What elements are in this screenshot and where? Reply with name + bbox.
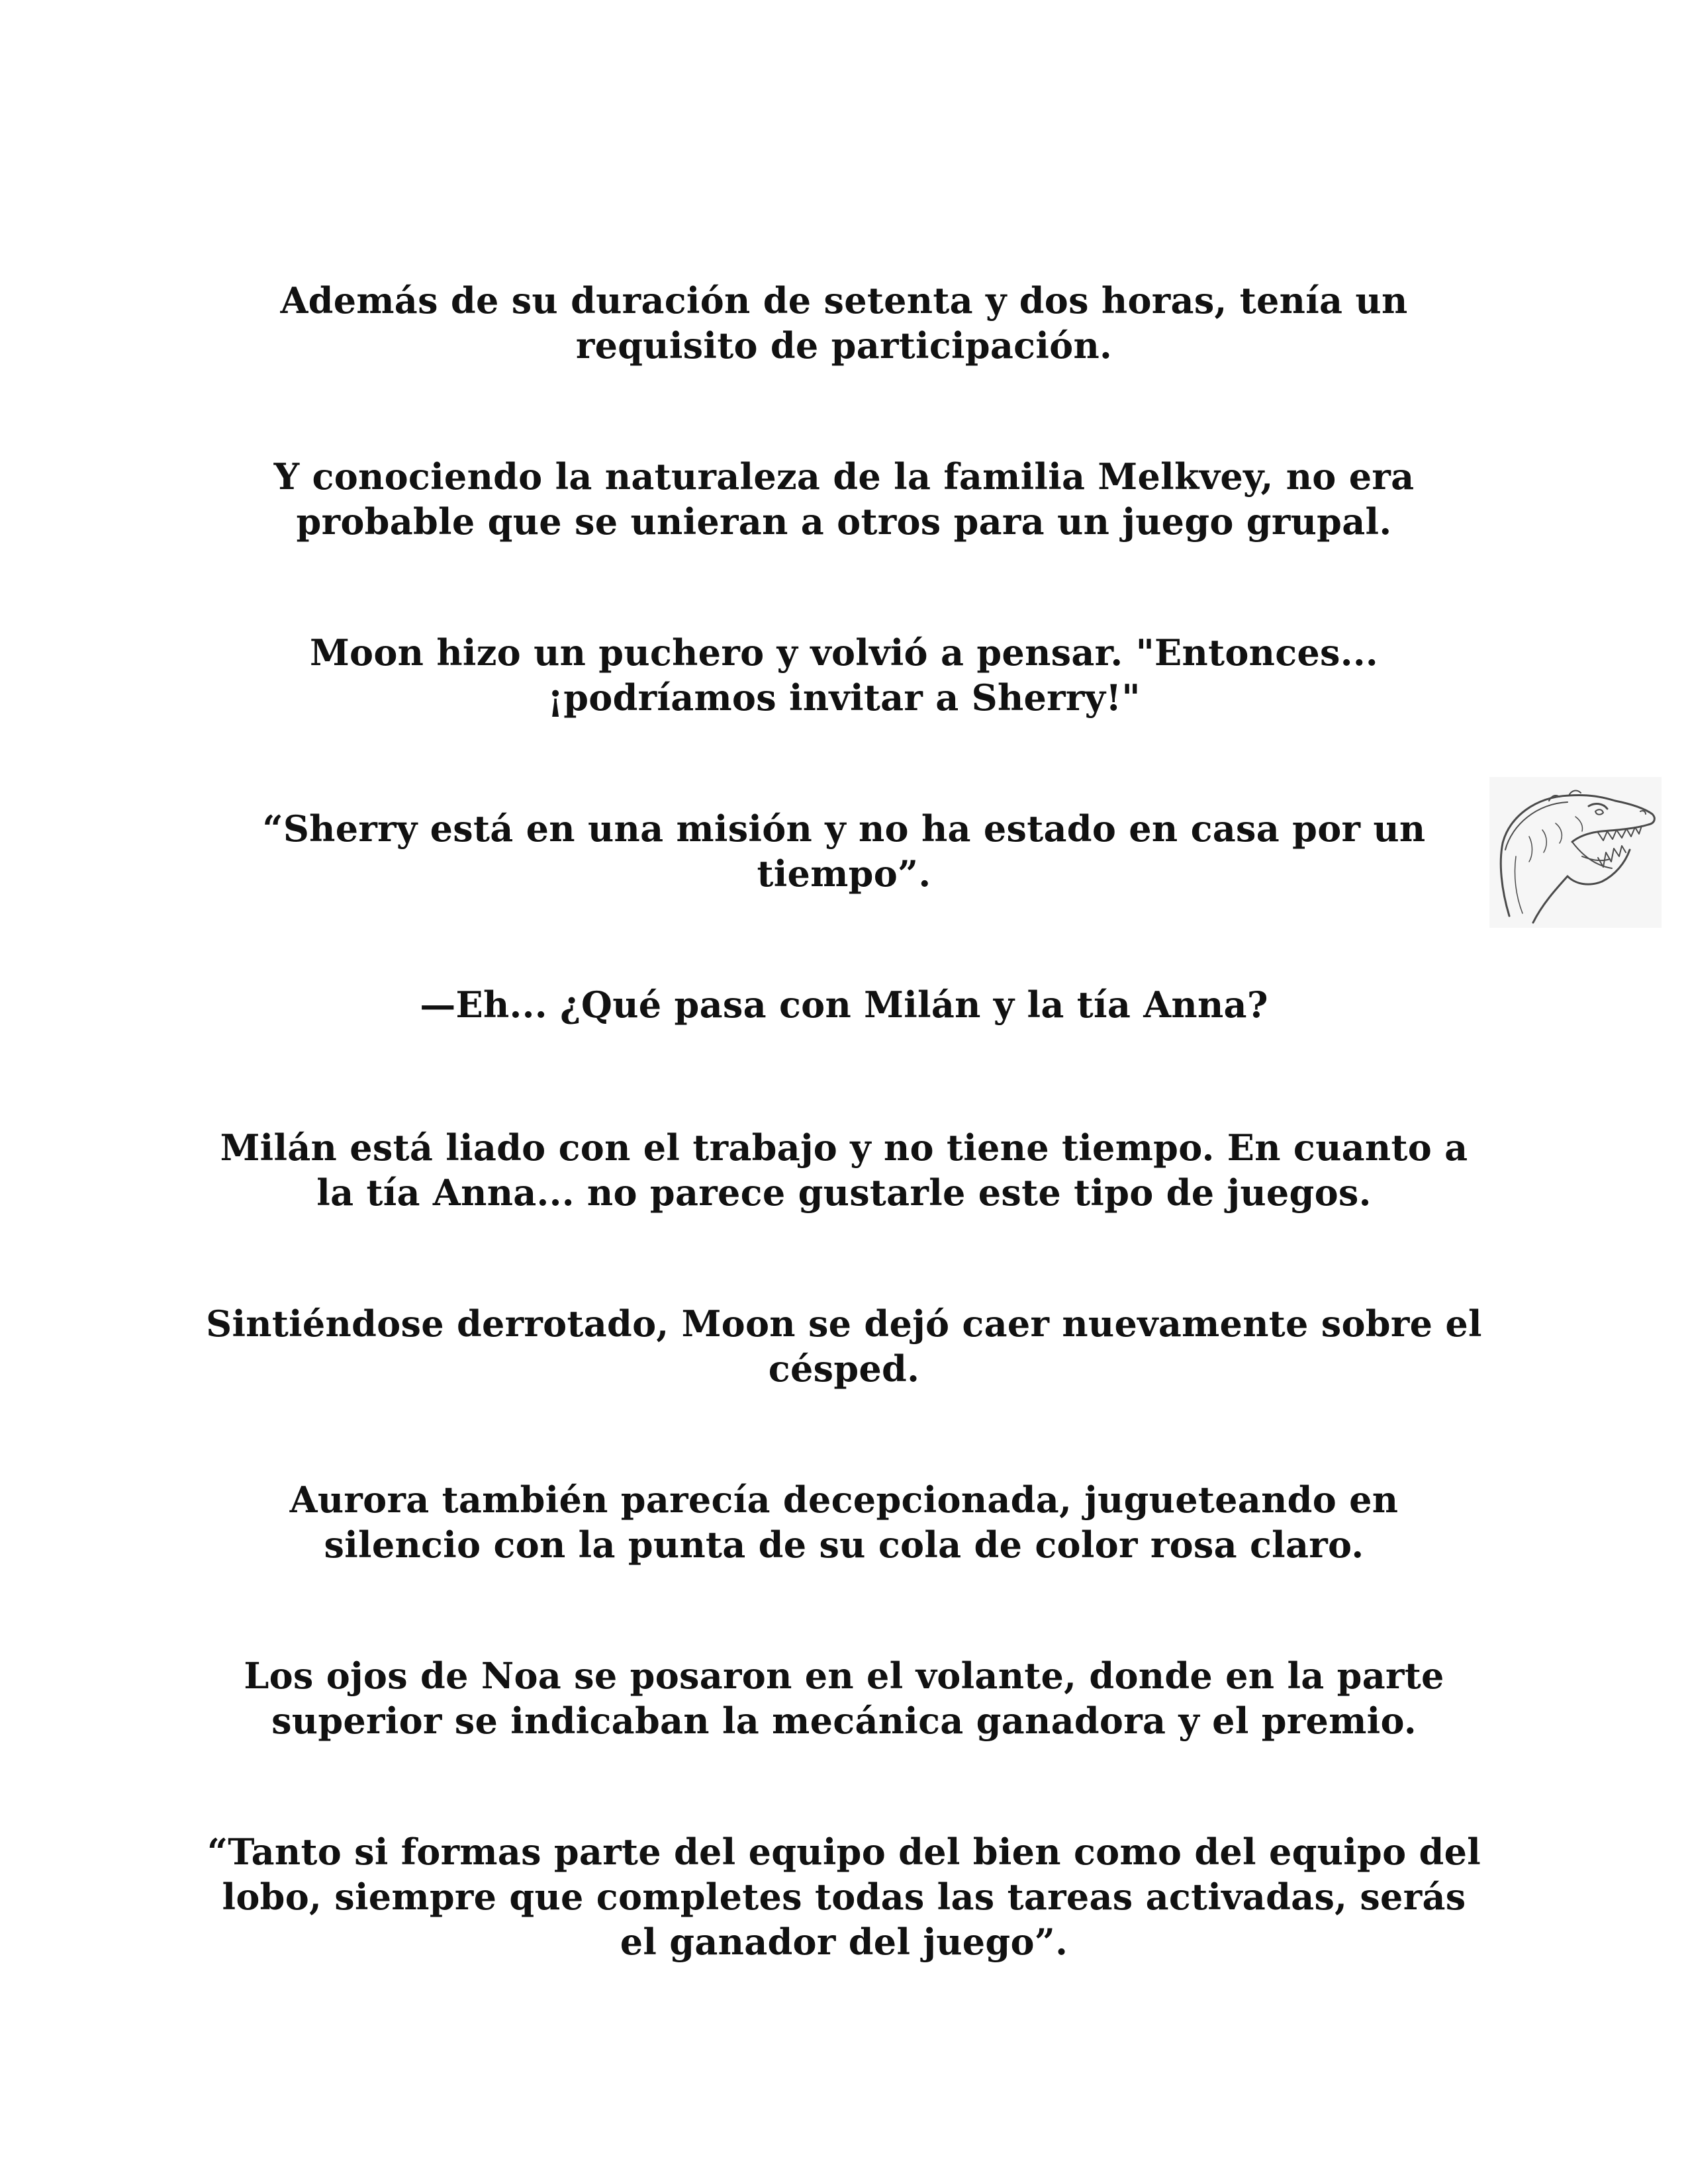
paragraph-5 (199, 982, 1489, 1027)
paragraph-6-line-2: la tía Anna... no parece gustarle este tipo de juegos. (316, 1171, 1372, 1214)
paragraph-1 (199, 278, 1489, 368)
paragraph-3 (199, 630, 1489, 720)
paragraph-2 (199, 454, 1489, 544)
paragraph-10 (199, 1829, 1489, 1964)
paragraph-6 (199, 1125, 1489, 1215)
paragraph-8-line-1: Aurora también parecía decepcionada, jugueteando en (289, 1479, 1399, 1521)
paragraph-5-line-1: —Eh... ¿Qué pasa con Milán y la tía Anna? (420, 983, 1268, 1026)
paragraph-10-line-3: el ganador del juego”. (620, 1921, 1068, 1963)
paragraph-6-line-1: Milán está liado con el trabajo y no tiene tiempo. En cuanto a (220, 1126, 1468, 1169)
paragraph-7 (199, 1301, 1489, 1391)
dinosaur-head-sketch-icon (1489, 777, 1662, 928)
paragraph-9 (199, 1653, 1489, 1743)
paragraph-4-line-1: “Sherry está en una misión y no ha estado en casa por un (262, 807, 1426, 850)
paragraph-3-line-1: Moon hizo un puchero y volvió a pensar. "Entonces... (309, 631, 1379, 674)
paragraph-8-line-2: silencio con la punta de su cola de color rosa claro. (324, 1524, 1364, 1566)
paragraph-8 (199, 1477, 1489, 1567)
paragraph-7-line-2: césped. (768, 1347, 920, 1390)
paragraph-3-line-2: ¡podríamos invitar a Sherry!" (547, 676, 1141, 719)
paragraph-9-line-2: superior se indicaban la mecánica ganadora y el premio. (271, 1700, 1417, 1742)
paragraph-4 (199, 806, 1489, 896)
paragraph-2-line-2: probable que se unieran a otros para un juego grupal. (296, 500, 1392, 543)
text-column (199, 0, 1489, 2184)
paragraph-10-line-1: “Tanto si formas parte del equipo del bien como del equipo del (207, 1831, 1481, 1873)
paragraph-1-line-1: Además de su duración de setenta y dos horas, tenía un (280, 279, 1408, 322)
paragraph-2-line-1: Y conociendo la naturaleza de la familia Melkvey, no era (273, 455, 1415, 498)
paragraph-10-line-2: lobo, siempre que completes todas las tareas activadas, serás (222, 1876, 1466, 1918)
paragraph-4-line-2: tiempo”. (757, 852, 931, 895)
paragraph-9-line-1: Los ojos de Noa se posaron en el volante, donde en la parte (244, 1655, 1444, 1697)
paragraph-7-line-1: Sintiéndose derrotado, Moon se dejó caer nuevamente sobre el (206, 1302, 1482, 1345)
paragraph-1-line-2: requisito de participación. (575, 324, 1113, 367)
